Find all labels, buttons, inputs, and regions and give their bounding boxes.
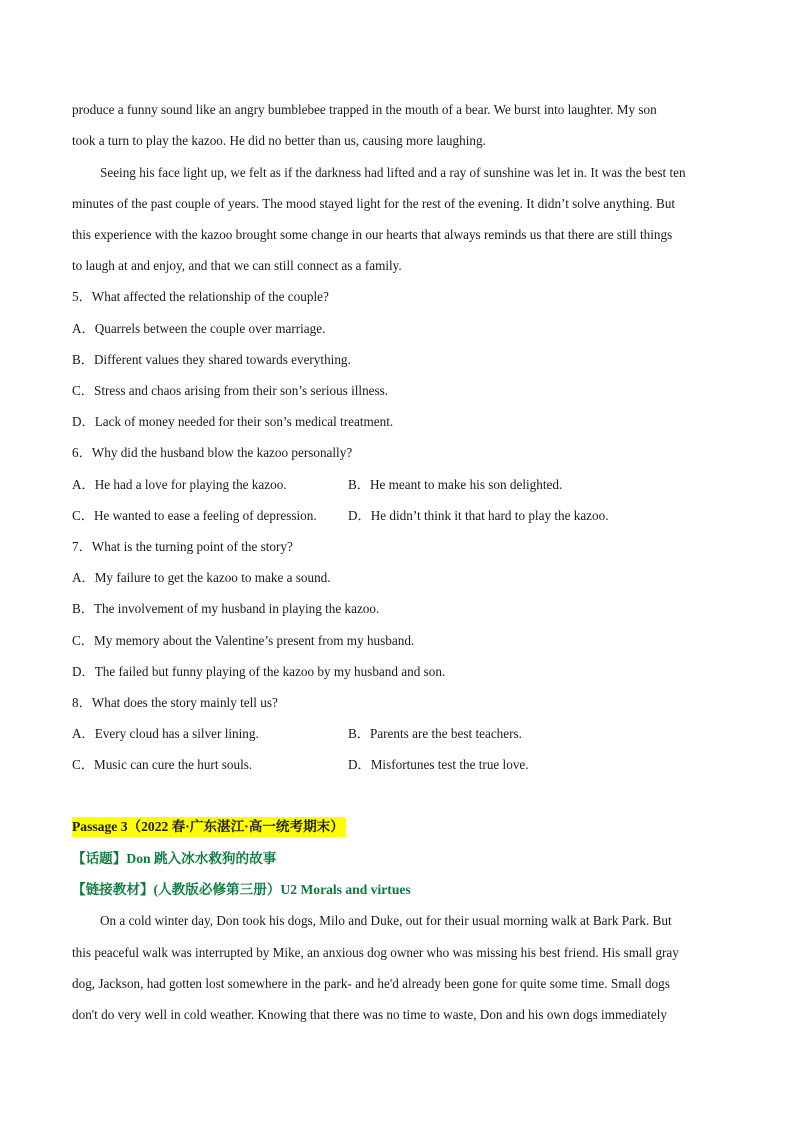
passage-3-line-1: On a cold winter day, Don took his dogs, Milo and Duke, out for their usual morning walk at Bark Park. But: [100, 913, 672, 928]
passage-3-heading: Passage 3（2022 春·广东湛江·高一统考期末）: [72, 817, 346, 837]
story-line-6: to laugh at and enjoy, and that we can still connect as a family.: [72, 258, 402, 273]
question-6-option-b: B．He meant to make his son delighted.: [348, 477, 563, 492]
passage-3-topic: 【话题】Don 跳入冰水救狗的故事: [72, 851, 277, 866]
story-line-3: Seeing his face light up, we felt as if the darkness had lifted and a ray of sunshine was let in. It was the best ten: [100, 165, 686, 180]
question-7-option-a: A．My failure to get the kazoo to make a sound.: [72, 570, 331, 585]
question-8-option-a: A．Every cloud has a silver lining.: [72, 726, 259, 741]
passage-3-line-2: this peaceful walk was interrupted by Mike, an anxious dog owner who was missing his best friend. His small gray: [72, 945, 679, 960]
question-6-stem: 6．Why did the husband blow the kazoo personally?: [72, 445, 353, 460]
question-5-option-c: C．Stress and chaos arising from their son’s serious illness.: [72, 383, 389, 398]
story-line-1: produce a funny sound like an angry bumblebee trapped in the mouth of a bear. We burst into laughter. My son: [72, 102, 657, 117]
question-5-option-d: D．Lack of money needed for their son’s medical treatment.: [72, 414, 394, 429]
question-7-option-b: B．The involvement of my husband in playing the kazoo.: [72, 601, 380, 616]
passage-3-line-4: don't do very well in cold weather. Knowing that there was no time to waste, Don and his own dogs immediately: [72, 1007, 667, 1022]
question-7-option-d: D．The failed but funny playing of the kazoo by my husband and son.: [72, 664, 446, 679]
story-line-2: took a turn to play the kazoo. He did no better than us, causing more laughing.: [72, 133, 486, 148]
question-8-stem: 8．What does the story mainly tell us?: [72, 695, 278, 710]
question-6-option-a: A．He had a love for playing the kazoo.: [72, 477, 287, 492]
question-8-option-b: B．Parents are the best teachers.: [348, 726, 522, 741]
question-6-option-d: D．He didn’t think it that hard to play the kazoo.: [348, 508, 609, 523]
question-5-stem: 5．What affected the relationship of the couple?: [72, 289, 329, 304]
question-6-option-c: C．He wanted to ease a feeling of depression.: [72, 508, 317, 523]
story-line-4: minutes of the past couple of years. The mood stayed light for the rest of the evening. It didn’t solve anything. But: [72, 196, 676, 211]
passage-3-textbook-link: 【链接教材】(人教版必修第三册）U2 Morals and virtues: [72, 882, 411, 897]
story-line-5: this experience with the kazoo brought some change in our hearts that always reminds us that there are still things: [72, 227, 673, 242]
question-8-option-d: D．Misfortunes test the true love.: [348, 757, 529, 772]
question-7-option-c: C．My memory about the Valentine’s present from my husband.: [72, 633, 415, 648]
question-5-option-a: A．Quarrels between the couple over marriage.: [72, 321, 326, 336]
question-7-stem: 7．What is the turning point of the story?: [72, 539, 293, 554]
question-5-option-b: B．Different values they shared towards everything.: [72, 352, 351, 367]
question-8-option-c: C．Music can cure the hurt souls.: [72, 757, 253, 772]
passage-3-line-3: dog, Jackson, had gotten lost somewhere in the park- and he'd already been gone for quite some time. Small dogs: [72, 976, 670, 991]
